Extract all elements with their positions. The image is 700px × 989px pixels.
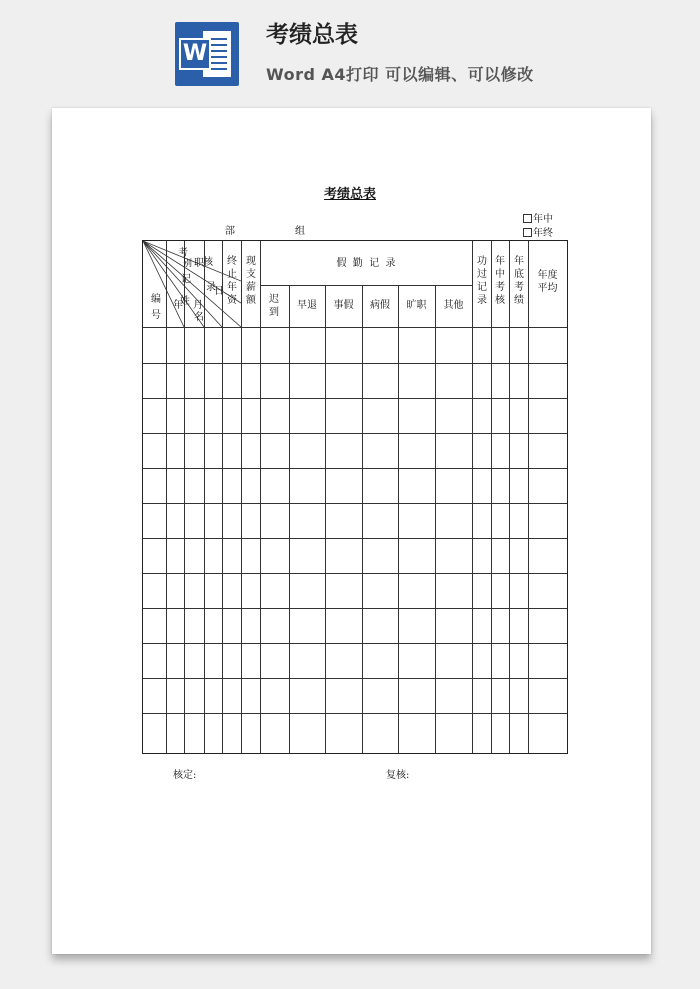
corner-text-ming: 名 — [194, 312, 204, 323]
corner-text-bian: 编 — [151, 294, 161, 305]
corner-text-lu: 录 — [206, 282, 216, 293]
corner-text-ri: 日 — [214, 286, 224, 297]
corner-text-nian: 年 — [173, 300, 183, 311]
corner-text-zhi: 职 — [194, 258, 204, 269]
review-label: 复核: — [386, 770, 410, 781]
document-title: 考绩总表 — [324, 187, 377, 202]
current-salary-header: 现 支 薪 额 — [246, 256, 256, 306]
final-salary-header: 终 止 年 资 — [227, 256, 237, 306]
verify-label: 核定: — [173, 770, 197, 781]
corner-text-ji: 记 — [181, 274, 191, 285]
absent-header: 旷职 — [406, 300, 427, 311]
checkbox-yearend[interactable]: 年终 — [523, 228, 553, 240]
corner-text-he: 核 — [203, 257, 213, 268]
personal-leave-header: 事假 — [333, 300, 354, 311]
late-header: 迟 到 — [269, 294, 279, 318]
document-page — [52, 108, 651, 954]
word-letter-badge: W — [179, 38, 211, 70]
attendance-group-header: 假 勤 记 录 — [336, 258, 396, 269]
page-title: 考绩总表 — [266, 22, 358, 48]
corner-text-bie: 别 — [183, 259, 193, 269]
merit-record-header: 功 过 记 录 — [477, 256, 487, 306]
checkbox-box-icon — [523, 228, 532, 237]
checkbox-midyear[interactable]: 年中 — [523, 214, 553, 226]
corner-text-hao: 号 — [151, 310, 161, 321]
other-header: 其他 — [443, 300, 464, 311]
sick-leave-header: 病假 — [370, 300, 390, 311]
department-label: 部 — [225, 226, 235, 237]
attendance-table — [142, 240, 568, 754]
midyear-review-header: 年 中 考 核 — [495, 256, 505, 306]
group-label: 组 — [295, 226, 305, 237]
corner-text-kao: 考 — [178, 248, 188, 259]
yearend-review-header: 年 底 考 绩 — [514, 256, 524, 306]
page-subtitle: Word A4打印 可以编辑、可以修改 — [266, 65, 534, 84]
corner-text-yue: 月 — [193, 300, 203, 311]
early-leave-header: 早退 — [297, 300, 317, 311]
corner-text-xing: 姓 — [180, 296, 190, 307]
word-logo-icon — [175, 22, 239, 86]
annual-average-header: 年度 平均 — [537, 270, 558, 294]
checkbox-box-icon — [523, 214, 532, 223]
